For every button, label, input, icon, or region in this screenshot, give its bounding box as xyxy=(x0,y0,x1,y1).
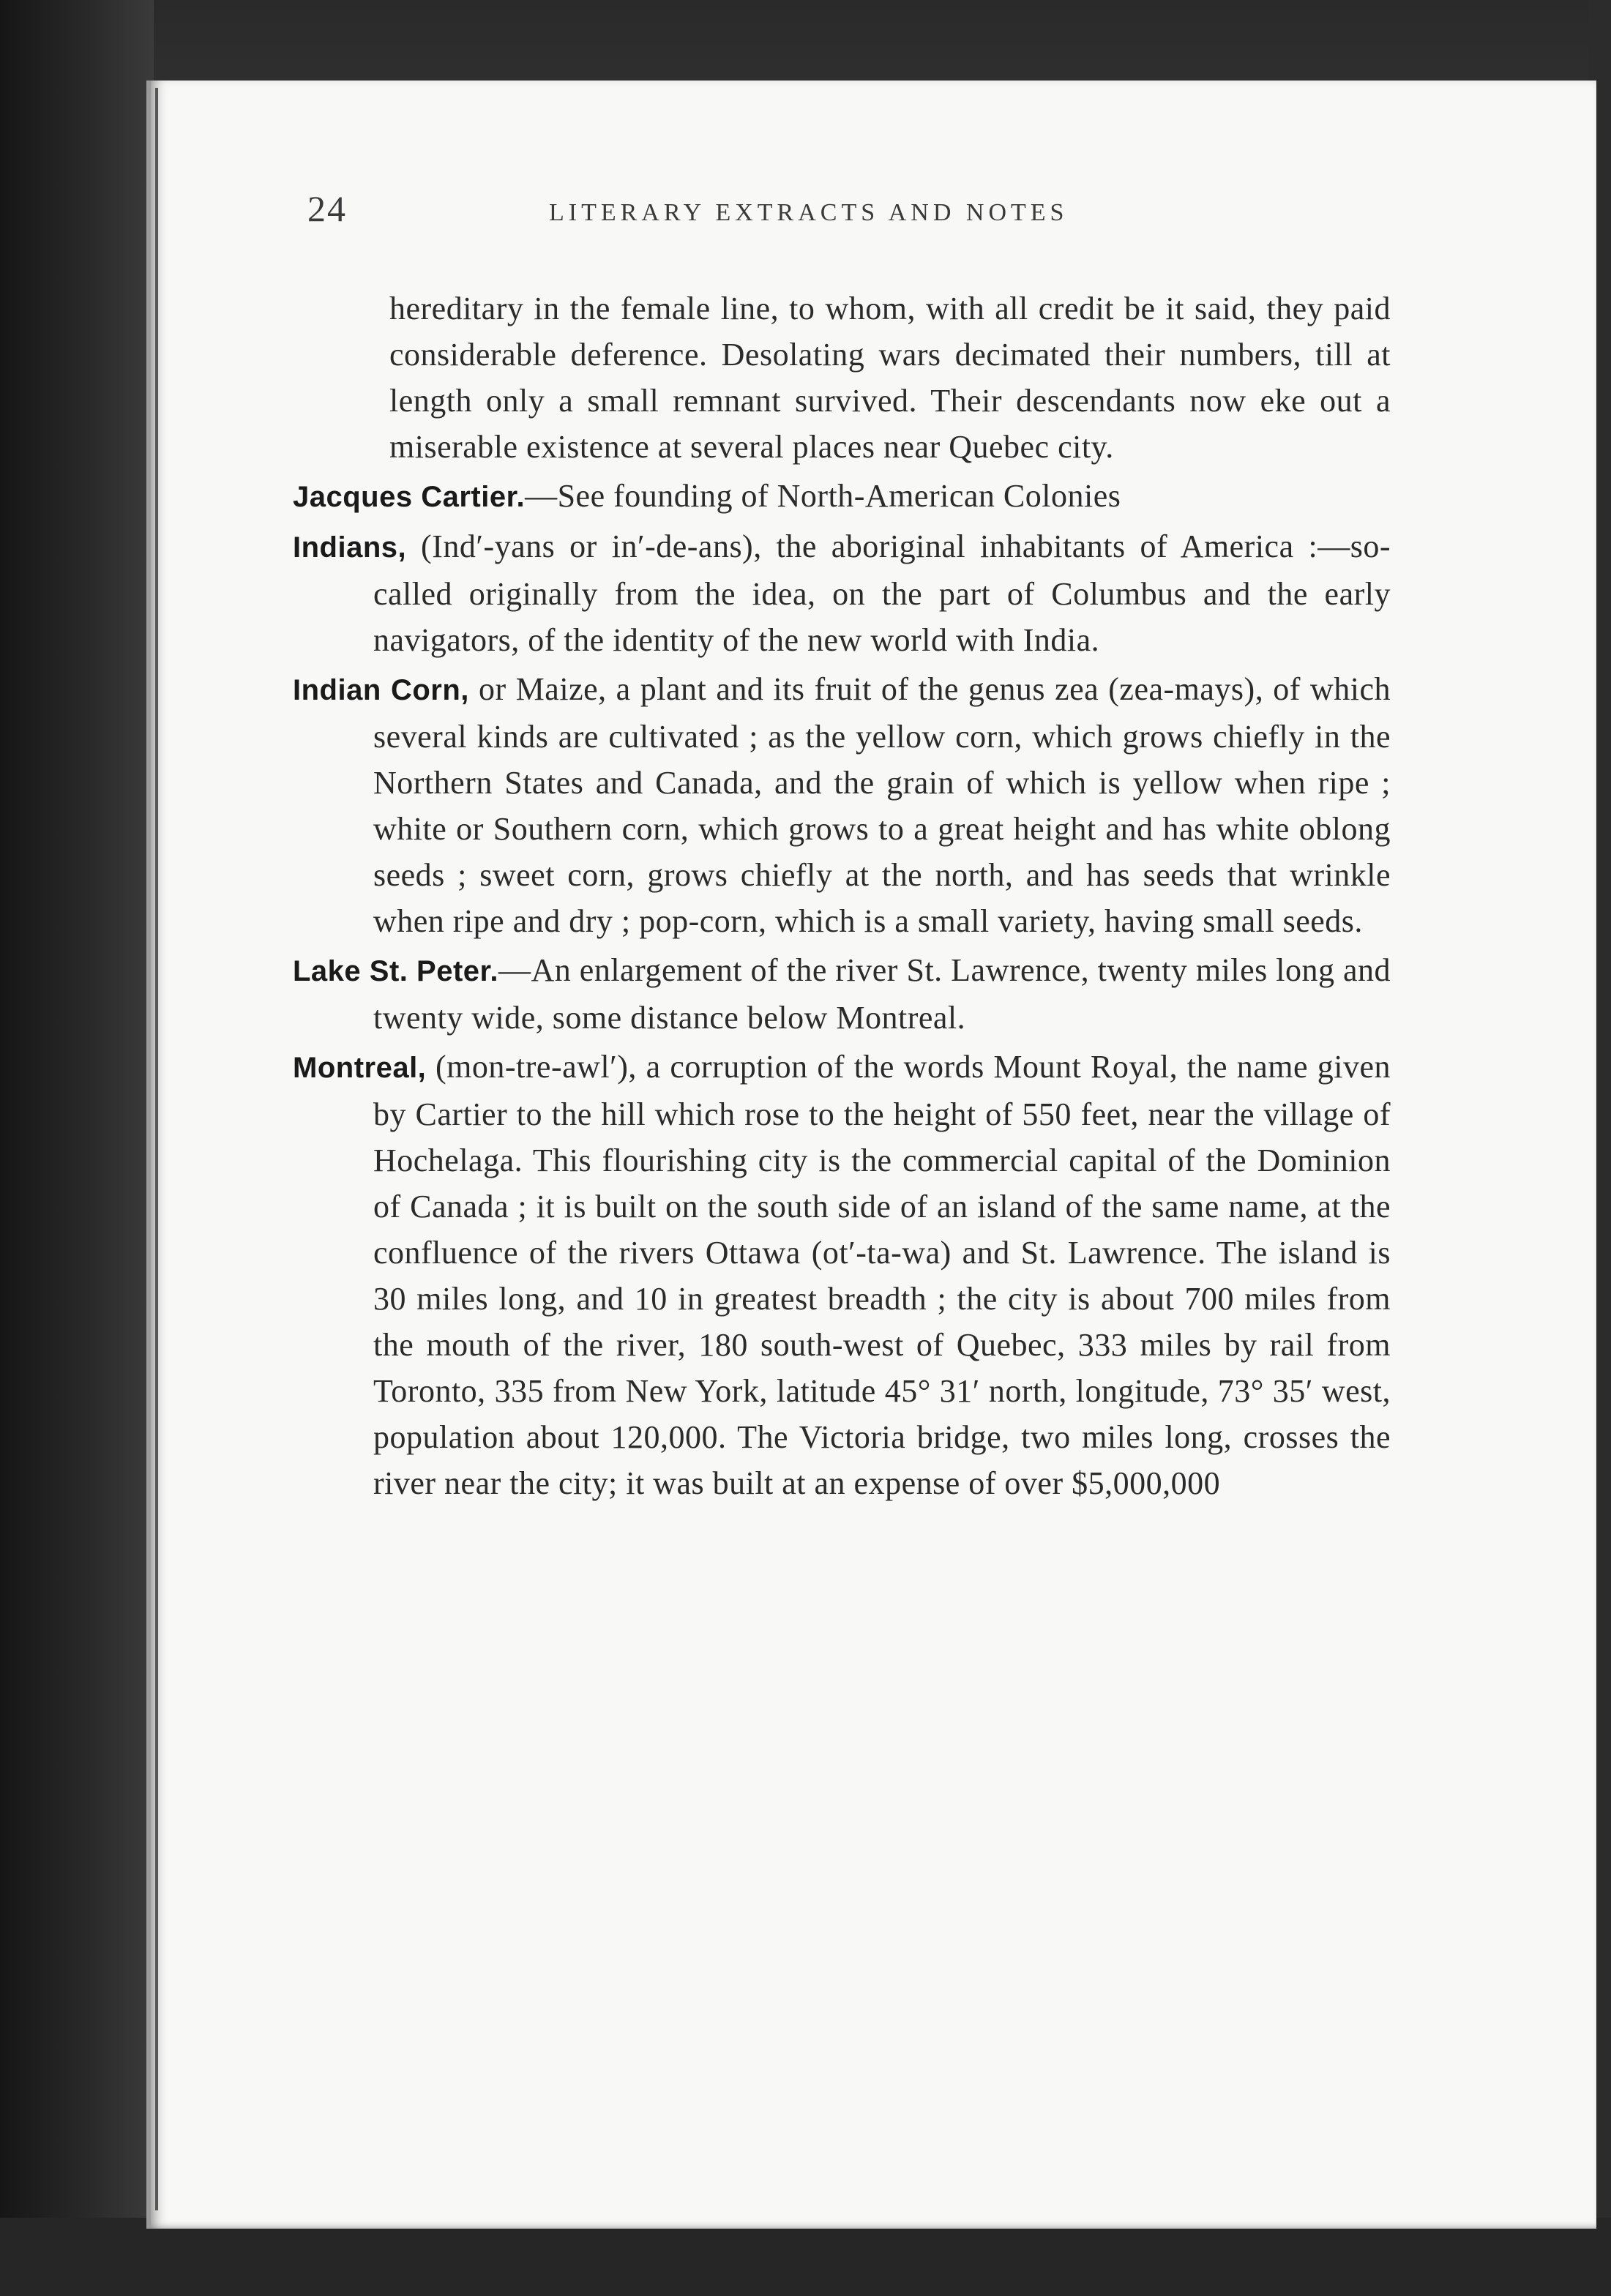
entry-term: Jacques Cartier. xyxy=(293,481,526,513)
page-binding-edge xyxy=(155,88,158,2210)
entry-text: hereditary in the female line, to whom, with all credit be it said, they paid considerable deference. Desolating wars decimated their numbers, till at length only a small remnant survived. Their descendants now eke out a miserable existence at several places near Quebec city. xyxy=(389,291,1391,465)
scan-border-left xyxy=(0,0,154,2296)
entry-text: (mon-tre-awl′), a corruption of the words Mount Royal, the name given by Cartier to the hill which rose to the height of 550 feet, near the village of Hochelaga. This flourishing city is the commercial capital of the Dominion of Canada ; it is built on the south side of an island of the same name, at the confluence of the rivers Ottawa (ot′-ta-wa) and St. Lawrence. The island is 30 miles long, and 10 in greatest breadth ; the city is about 700 miles from the mouth of the river, 180 south-west of Quebec, 333 miles by rail from Toronto, 335 from New York, latitude 45° 31′ north, longitude, 73° 35′ west, population about 120,000. The Victoria bridge, two miles long, crosses the river near the city; it was built at an expense of over $5,000,000 xyxy=(373,1049,1391,1501)
entry-jacques-cartier xyxy=(293,473,1391,520)
entry-term: Lake St. Peter. xyxy=(293,955,499,987)
scan-border-top xyxy=(0,0,1611,88)
scan-border-bottom xyxy=(0,2218,1611,2296)
page-number: 24 xyxy=(307,188,347,229)
entry-lake-st-peter xyxy=(293,947,1391,1041)
entry-term: Montreal, xyxy=(293,1052,427,1084)
entry-text: —See founding of North-American Colonies xyxy=(525,478,1121,514)
entry-continuation xyxy=(293,285,1391,470)
entry-text: or Maize, a plant and its fruit of the genus zea (zea-mays), of which several kinds are cultivated ; as the yellow corn, which grows chiefly in the Northern States and Canada, and the grain of which is yellow when ripe ; white or Southern corn, which grows to a great height and has white oblong seeds ; sweet corn, grows chiefly at the north, and has seeds that wrinkle when ripe and dry ; pop-corn, which is a small variety, having small seeds. xyxy=(373,671,1391,939)
entry-term: Indians, xyxy=(293,531,407,564)
entry-indians xyxy=(293,523,1391,663)
entry-text: —An enlargement of the river St. Lawrence, twenty miles long and twenty wide, some distance below Montreal. xyxy=(373,952,1391,1036)
entry-text: (Ind′-yans or in′-de-ans), the aboriginal inhabitants of America :—so-called originally from the idea, on the part of Columbus and the early navigators, of the identity of the new world with India. xyxy=(373,528,1391,658)
running-head: LITERARY EXTRACTS AND NOTES xyxy=(549,199,1069,226)
entry-indian-corn xyxy=(293,666,1391,944)
glossary-entries xyxy=(293,285,1391,1509)
entry-montreal xyxy=(293,1044,1391,1506)
entry-term: Indian Corn, xyxy=(293,674,469,706)
page-header xyxy=(307,188,1391,243)
